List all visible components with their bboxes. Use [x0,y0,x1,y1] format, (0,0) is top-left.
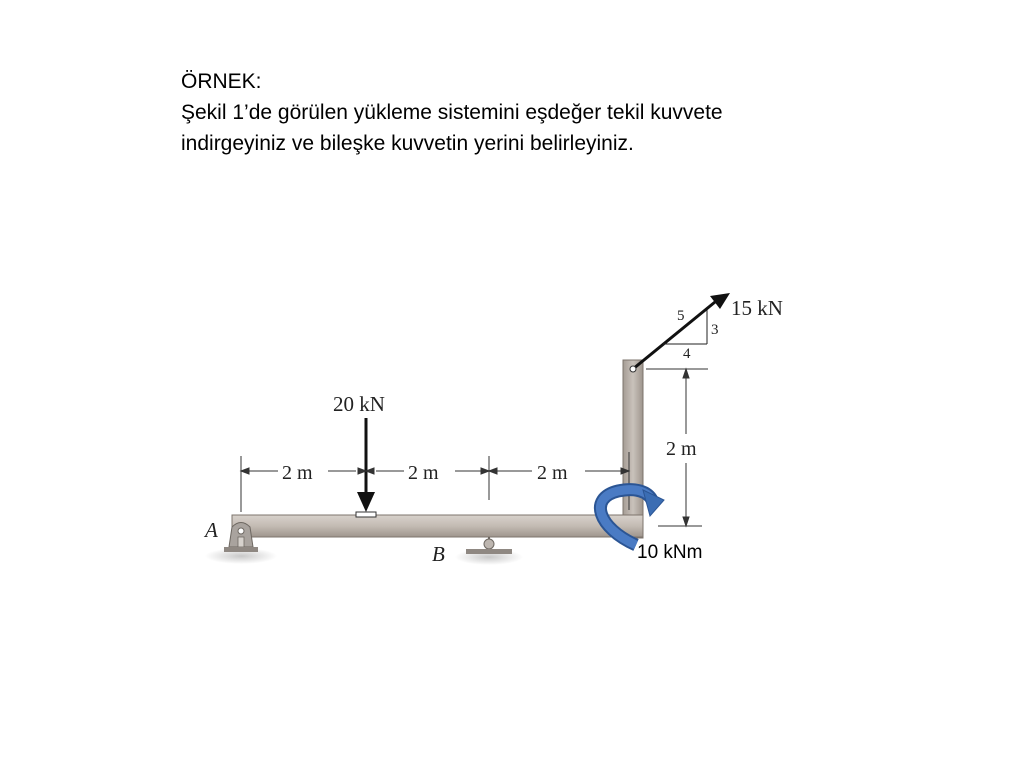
label-support-b: B [432,542,445,566]
load-pad [356,512,376,517]
label-dim-vertical: 2 m [666,438,697,460]
heading: ÖRNEK: [181,70,262,93]
label-slope-hyp: 5 [677,308,685,324]
label-dim-span3: 2 m [537,462,568,484]
roller-support-b [466,537,512,554]
problem-line-1: Şekil 1’de görülen yükleme sistemini eşdeğer tekil kuvvete [181,101,723,124]
label-force-15kn: 15 kN [731,296,783,320]
label-support-a: A [205,518,218,542]
force-20kn-arrow [357,418,375,512]
problem-line-2: indirgeyiniz ve bileşke kuvvetin yerini belirleyiniz. [181,132,634,155]
label-moment: 10 kNm [637,542,703,563]
vertical-post [623,360,643,538]
label-slope-run: 4 [683,346,691,362]
label-slope-rise: 3 [711,322,719,338]
horizontal-beam [232,515,643,537]
label-dim-span1: 2 m [282,462,313,484]
label-force-20kn: 20 kN [333,392,385,416]
label-dim-span2: 2 m [408,462,439,484]
